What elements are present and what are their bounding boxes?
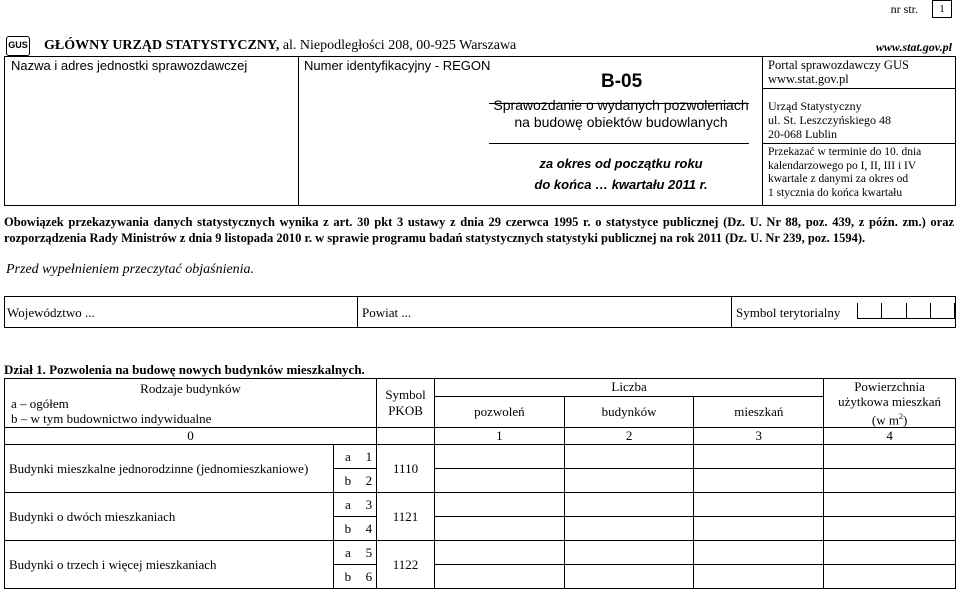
period-line1: za okres od początku roku xyxy=(539,156,703,171)
section-title: Dział 1. Pozwolenia na budowę nowych budynków mieszkalnych. xyxy=(4,362,365,377)
row-number: 5 xyxy=(362,541,377,565)
cell-permits[interactable] xyxy=(435,445,565,469)
col-number-3: 3 xyxy=(694,428,824,445)
row-number: 3 xyxy=(362,493,377,517)
cell-permits[interactable] xyxy=(435,565,565,589)
territorial-symbol-boxes[interactable] xyxy=(857,303,955,319)
deadline-line1: Przekazać w terminie do 10. dnia xyxy=(768,146,922,158)
cell-dwellings[interactable] xyxy=(694,565,824,589)
row-variant: a xyxy=(334,541,362,565)
deadline-info xyxy=(768,146,921,200)
cell-permits[interactable] xyxy=(435,517,565,541)
col-symbol-line2: PKOB xyxy=(388,403,423,419)
table-row xyxy=(5,493,956,517)
col-building-types xyxy=(5,379,377,428)
agency-name: GŁÓWNY URZĄD STATYSTYCZNY, xyxy=(44,38,280,53)
col-area-line2: użytkowa mieszkań xyxy=(838,394,942,409)
legal-basis-text: Obowiązek przekazywania danych statystycznych wynika z art. 30 pkt 3 ustawy z dnia 29 czerwca 1995 r. o statystyce publicznej (Dz. U. Nr 88, poz. 439, z późn. zm.) oraz rozporządzenia Rady Ministrów z dnia 9 listopada 2010 r. w sprawie programu badań statystycznych statystyki publicznej na rok 2011 (Dz. U. Nr 239, poz. 1594). xyxy=(4,215,954,245)
row-variant: a xyxy=(334,493,362,517)
deadline-line4: 1 stycznia do końca kwartału xyxy=(768,186,903,199)
territorial-symbol-label: Symbol terytorialny xyxy=(736,305,841,320)
col-types-line2: a – ogółem xyxy=(11,395,69,411)
office-line2: ul. St. Leszczyńskiego 48 xyxy=(768,113,891,127)
form-title-line1: Sprawozdanie o wydanych pozwoleniach xyxy=(493,97,749,113)
location-fields xyxy=(4,296,956,328)
office-address xyxy=(768,99,891,141)
row-pkob: 1110 xyxy=(377,445,435,493)
symbol-digit-2[interactable] xyxy=(881,303,905,319)
cell-area[interactable] xyxy=(824,517,956,541)
voivodeship-field[interactable]: Województwo ... xyxy=(7,305,95,320)
page-number-label: nr str. xyxy=(890,1,918,16)
row-number: 1 xyxy=(362,445,377,469)
permits-table xyxy=(4,378,956,589)
table-row xyxy=(5,541,956,565)
col-number-row xyxy=(5,428,956,445)
cell-dwellings[interactable] xyxy=(694,541,824,565)
col-area-line3 xyxy=(828,409,951,427)
col-number-pkob xyxy=(377,428,435,445)
cell-area[interactable] xyxy=(824,445,956,469)
instruction-note: Przed wypełnieniem przeczytać objaśnienia. xyxy=(6,262,255,277)
col-number-0: 0 xyxy=(5,428,377,445)
page-number-value: 1 xyxy=(932,0,952,18)
col-types-line1: Rodzaje budynków xyxy=(140,380,241,396)
portal-info xyxy=(768,58,909,86)
row-variant: b xyxy=(334,565,362,589)
cell-buildings[interactable] xyxy=(564,469,694,493)
cell-buildings[interactable] xyxy=(564,493,694,517)
row-variant: b xyxy=(334,469,362,493)
website-link[interactable]: www.stat.gov.pl xyxy=(875,40,952,54)
cell-area[interactable] xyxy=(824,493,956,517)
deadline-line3: kwartale z danymi za okres od xyxy=(768,173,909,185)
regon-label: Numer identyfikacyjny - REGON xyxy=(304,58,491,73)
portal-label: Portal sprawozdawczy GUS xyxy=(768,58,909,72)
col-area-close: ) xyxy=(902,412,908,428)
table-row xyxy=(5,445,956,469)
cell-dwellings[interactable] xyxy=(694,517,824,541)
col-area xyxy=(824,379,956,428)
symbol-digit-1[interactable] xyxy=(857,303,881,319)
office-rule xyxy=(762,143,955,144)
row-label: Budynki o trzech i więcej mieszkaniach xyxy=(5,541,334,589)
col-area-unit: (w m xyxy=(871,412,899,428)
col-number-1: 1 xyxy=(435,428,565,445)
cell-buildings[interactable] xyxy=(564,565,694,589)
col-buildings: budynków xyxy=(564,396,694,428)
cell-area[interactable] xyxy=(824,469,956,493)
cell-permits[interactable] xyxy=(435,541,565,565)
form-title-line2: na budowę obiektów budowlanych xyxy=(514,114,728,130)
col-permits: pozwoleń xyxy=(435,396,565,428)
row-pkob: 1121 xyxy=(377,493,435,541)
form-header-box xyxy=(4,56,956,206)
col-types-line3: b – w tym budownictwo indywidualne xyxy=(11,410,212,426)
portal-rule xyxy=(762,88,955,89)
col-area-sup: 2 xyxy=(898,412,903,421)
form-title xyxy=(489,97,753,131)
col-dwellings: mieszkań xyxy=(694,396,824,428)
row-number: 4 xyxy=(362,517,377,541)
agency-address: al. Niepodległości 208, 00-925 Warszawa xyxy=(282,38,517,53)
col-count-group: Liczba xyxy=(435,379,824,397)
symbol-digit-4[interactable] xyxy=(930,303,955,319)
col-number-2: 2 xyxy=(564,428,694,445)
cell-dwellings[interactable] xyxy=(694,469,824,493)
deadline-line2: kalendarzowego po I, II, III i IV xyxy=(768,159,917,172)
cell-buildings[interactable] xyxy=(564,541,694,565)
location-divider-2 xyxy=(731,297,732,327)
row-label: Budynki mieszkalne jednorodzinne (jednomieszkaniowe) xyxy=(5,445,334,493)
divider-1 xyxy=(298,57,299,205)
row-number: 2 xyxy=(362,469,377,493)
row-pkob: 1122 xyxy=(377,541,435,589)
row-number: 6 xyxy=(362,565,377,589)
cell-area[interactable] xyxy=(824,565,956,589)
agency-line xyxy=(44,38,516,54)
page-number xyxy=(891,0,952,18)
cell-dwellings[interactable] xyxy=(694,445,824,469)
agency-header xyxy=(4,36,956,56)
cell-buildings[interactable] xyxy=(564,445,694,469)
row-variant: b xyxy=(334,517,362,541)
period-line2: do końca … kwartału 2011 r. xyxy=(534,177,708,192)
office-line1: Urząd Statystyczny xyxy=(768,99,862,113)
cell-dwellings[interactable] xyxy=(694,493,824,517)
portal-url[interactable]: www.stat.gov.pl xyxy=(768,72,849,86)
location-divider-1 xyxy=(357,297,358,327)
col-number-4: 4 xyxy=(824,428,956,445)
divider-2 xyxy=(762,57,763,205)
col-symbol-line1: Symbol xyxy=(385,387,426,403)
symbol-digit-3[interactable] xyxy=(906,303,930,319)
cell-area[interactable] xyxy=(824,541,956,565)
gus-logo-icon: GUS xyxy=(6,36,30,56)
period xyxy=(489,153,753,195)
county-field[interactable]: Powiat ... xyxy=(362,305,412,320)
unit-name-label: Nazwa i adres jednostki sprawozdawczej xyxy=(11,58,248,73)
row-label: Budynki o dwóch mieszkaniach xyxy=(5,493,334,541)
cell-permits[interactable] xyxy=(435,469,565,493)
col-pkob xyxy=(377,379,435,428)
cell-permits[interactable] xyxy=(435,493,565,517)
col-area-line1: Powierzchnia xyxy=(854,379,925,394)
row-variant: a xyxy=(334,445,362,469)
form-code: B-05 xyxy=(601,71,643,92)
period-rule xyxy=(489,143,749,144)
office-line3: 20-068 Lublin xyxy=(768,127,837,141)
cell-buildings[interactable] xyxy=(564,517,694,541)
